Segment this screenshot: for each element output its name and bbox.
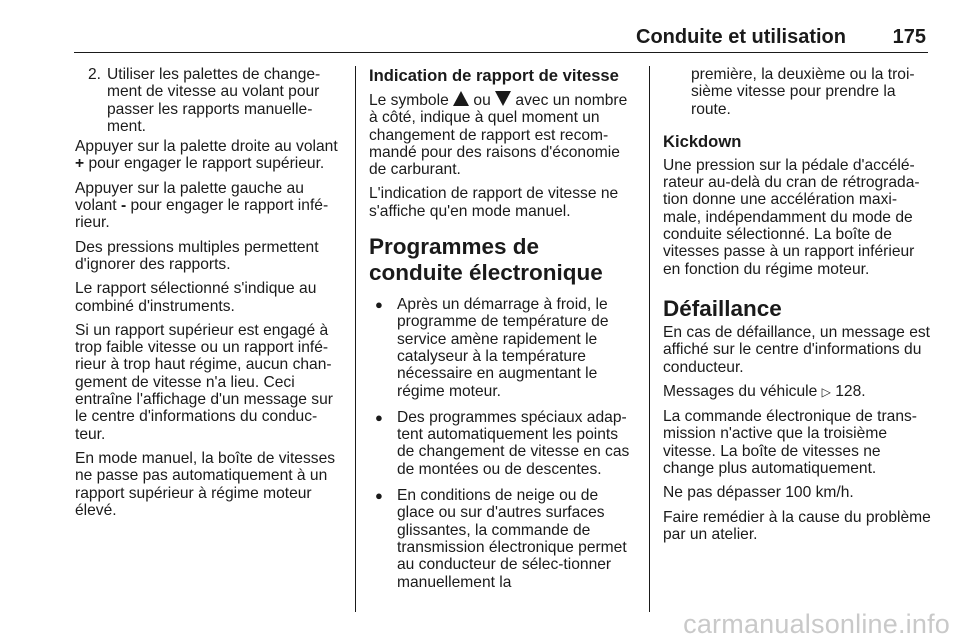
paragraph-no-change: Si un rapport supérieur est engagé à trop faible vitesse ou un rapport infé-rieur à trop haut régime, aucun chan-gement de vitesse n'a lieu. Ceci entraîne l'affichage d'un message sur le centre d'informations du conduc-teur. bbox=[75, 321, 333, 443]
heading-gear-indication: Indication de rapport de vitesse bbox=[369, 66, 619, 85]
paragraph-manual-mode: En mode manuel, la boîte de vitesses ne passe pas automatiquement à un rapport supérieur à régime moteur élevé. bbox=[75, 449, 336, 519]
step-number: 2. bbox=[87, 66, 101, 83]
paragraph-fault-message: En cas de défaillance, un message est affiché sur le centre d'informations du conducteur. bbox=[663, 323, 930, 376]
list-item-continuation: première, la deuxième ou la troi-sième vitesse pour prendre la route. bbox=[691, 66, 915, 118]
column-3 bbox=[663, 66, 933, 550]
text: pour engager le rapport infé-rieur. bbox=[75, 197, 329, 232]
list-item bbox=[369, 409, 639, 478]
list-item bbox=[369, 296, 639, 400]
text: Le symbole bbox=[369, 92, 454, 109]
text: Appuyer sur la palette gauche au volant bbox=[75, 179, 304, 215]
list-item-text: Des programmes spéciaux adap-tent automatiquement les points de changement de vitesse en cas de montées ou de descentes. bbox=[397, 408, 630, 478]
column-divider-2 bbox=[649, 66, 650, 612]
paragraph-symbol bbox=[369, 91, 639, 178]
text: ou bbox=[469, 92, 496, 109]
bullet-icon: ● bbox=[375, 488, 383, 504]
column-2 bbox=[369, 66, 639, 600]
watermark: carmanualsonline.info bbox=[683, 609, 950, 639]
arrow-down-icon bbox=[495, 91, 511, 106]
column-divider-1 bbox=[355, 66, 356, 612]
bullet-icon: ● bbox=[375, 297, 383, 313]
reference-arrow-icon: ▷ bbox=[821, 384, 831, 399]
paragraph-display: Le rapport sélectionné s'indique au combiné d'instruments. bbox=[75, 280, 317, 315]
heading-kickdown: Kickdown bbox=[663, 131, 742, 151]
list-item-text: En conditions de neige ou de glace ou sur d'autres surfaces glissantes, la commande de transmission électronique permet au conducteur de sélec-tionner manuellement la bbox=[397, 487, 627, 591]
column-1 bbox=[75, 66, 345, 526]
text: Appuyer sur la palette droite au volant bbox=[75, 138, 338, 156]
chapter-title: Conduite et utilisation bbox=[636, 26, 846, 48]
paragraph-upshift bbox=[75, 138, 345, 173]
paragraph-manual-only: L'indication de rapport de vitesse ne s'affiche qu'en mode manuel. bbox=[369, 185, 619, 220]
paragraph-third-gear: La commande électronique de trans-mission n'active que la troisième vitesse. La boîte de vitesses ne change plus automatiquement. bbox=[663, 408, 917, 478]
text: avec un nombre à côté, indique à quel moment un changement de rapport est recom-mandé pour des raisons d'économie de carburant. bbox=[369, 92, 628, 179]
paragraph-workshop: Faire remédier à la cause du problème par un atelier. bbox=[663, 508, 931, 543]
paragraph-kickdown: Une pression sur la pédale d'accélé-rateur au-delà du cran de rétrograda-tion donne une accélération maxi-male, indépendamment du mode de conduite sélectionné. La boîte de vitesses passe à un rapport inférieur en fonction du régime moteur. bbox=[663, 156, 920, 278]
minus-symbol: - bbox=[120, 197, 127, 215]
arrow-up-icon bbox=[453, 91, 469, 106]
step-text: Utiliser les palettes de change-ment de vitesse au volant pour passer les rapports manuelle-ment. bbox=[107, 66, 321, 135]
page-header bbox=[74, 16, 928, 53]
text: pour engager le rapport supérieur. bbox=[84, 155, 325, 173]
list-item-text: Après un démarrage à froid, le programme de température de service amène rapidement le catalyseur à la température nécessaire en augmentant le régime moteur. bbox=[397, 296, 609, 400]
paragraph-vehicle-messages bbox=[663, 383, 933, 401]
page-reference-link[interactable]: 128. bbox=[835, 382, 866, 400]
plus-symbol: + bbox=[75, 155, 85, 173]
page-number: 175 bbox=[892, 26, 926, 48]
paragraph-downshift bbox=[75, 180, 345, 232]
step-2 bbox=[75, 66, 345, 135]
list-item bbox=[369, 487, 639, 591]
bullet-list bbox=[369, 296, 639, 591]
text: Messages du véhicule bbox=[663, 382, 822, 400]
bullet-icon: ● bbox=[375, 409, 383, 425]
heading-defaillance: Défaillance bbox=[663, 295, 782, 321]
paragraph-speed-limit: Ne pas dépasser 100 km/h. bbox=[663, 484, 854, 502]
paragraph-multiple: Des pressions multiples permettent d'ignorer des rapports. bbox=[75, 238, 319, 273]
heading-programmes: Programmes de conduite électronique bbox=[369, 234, 603, 286]
